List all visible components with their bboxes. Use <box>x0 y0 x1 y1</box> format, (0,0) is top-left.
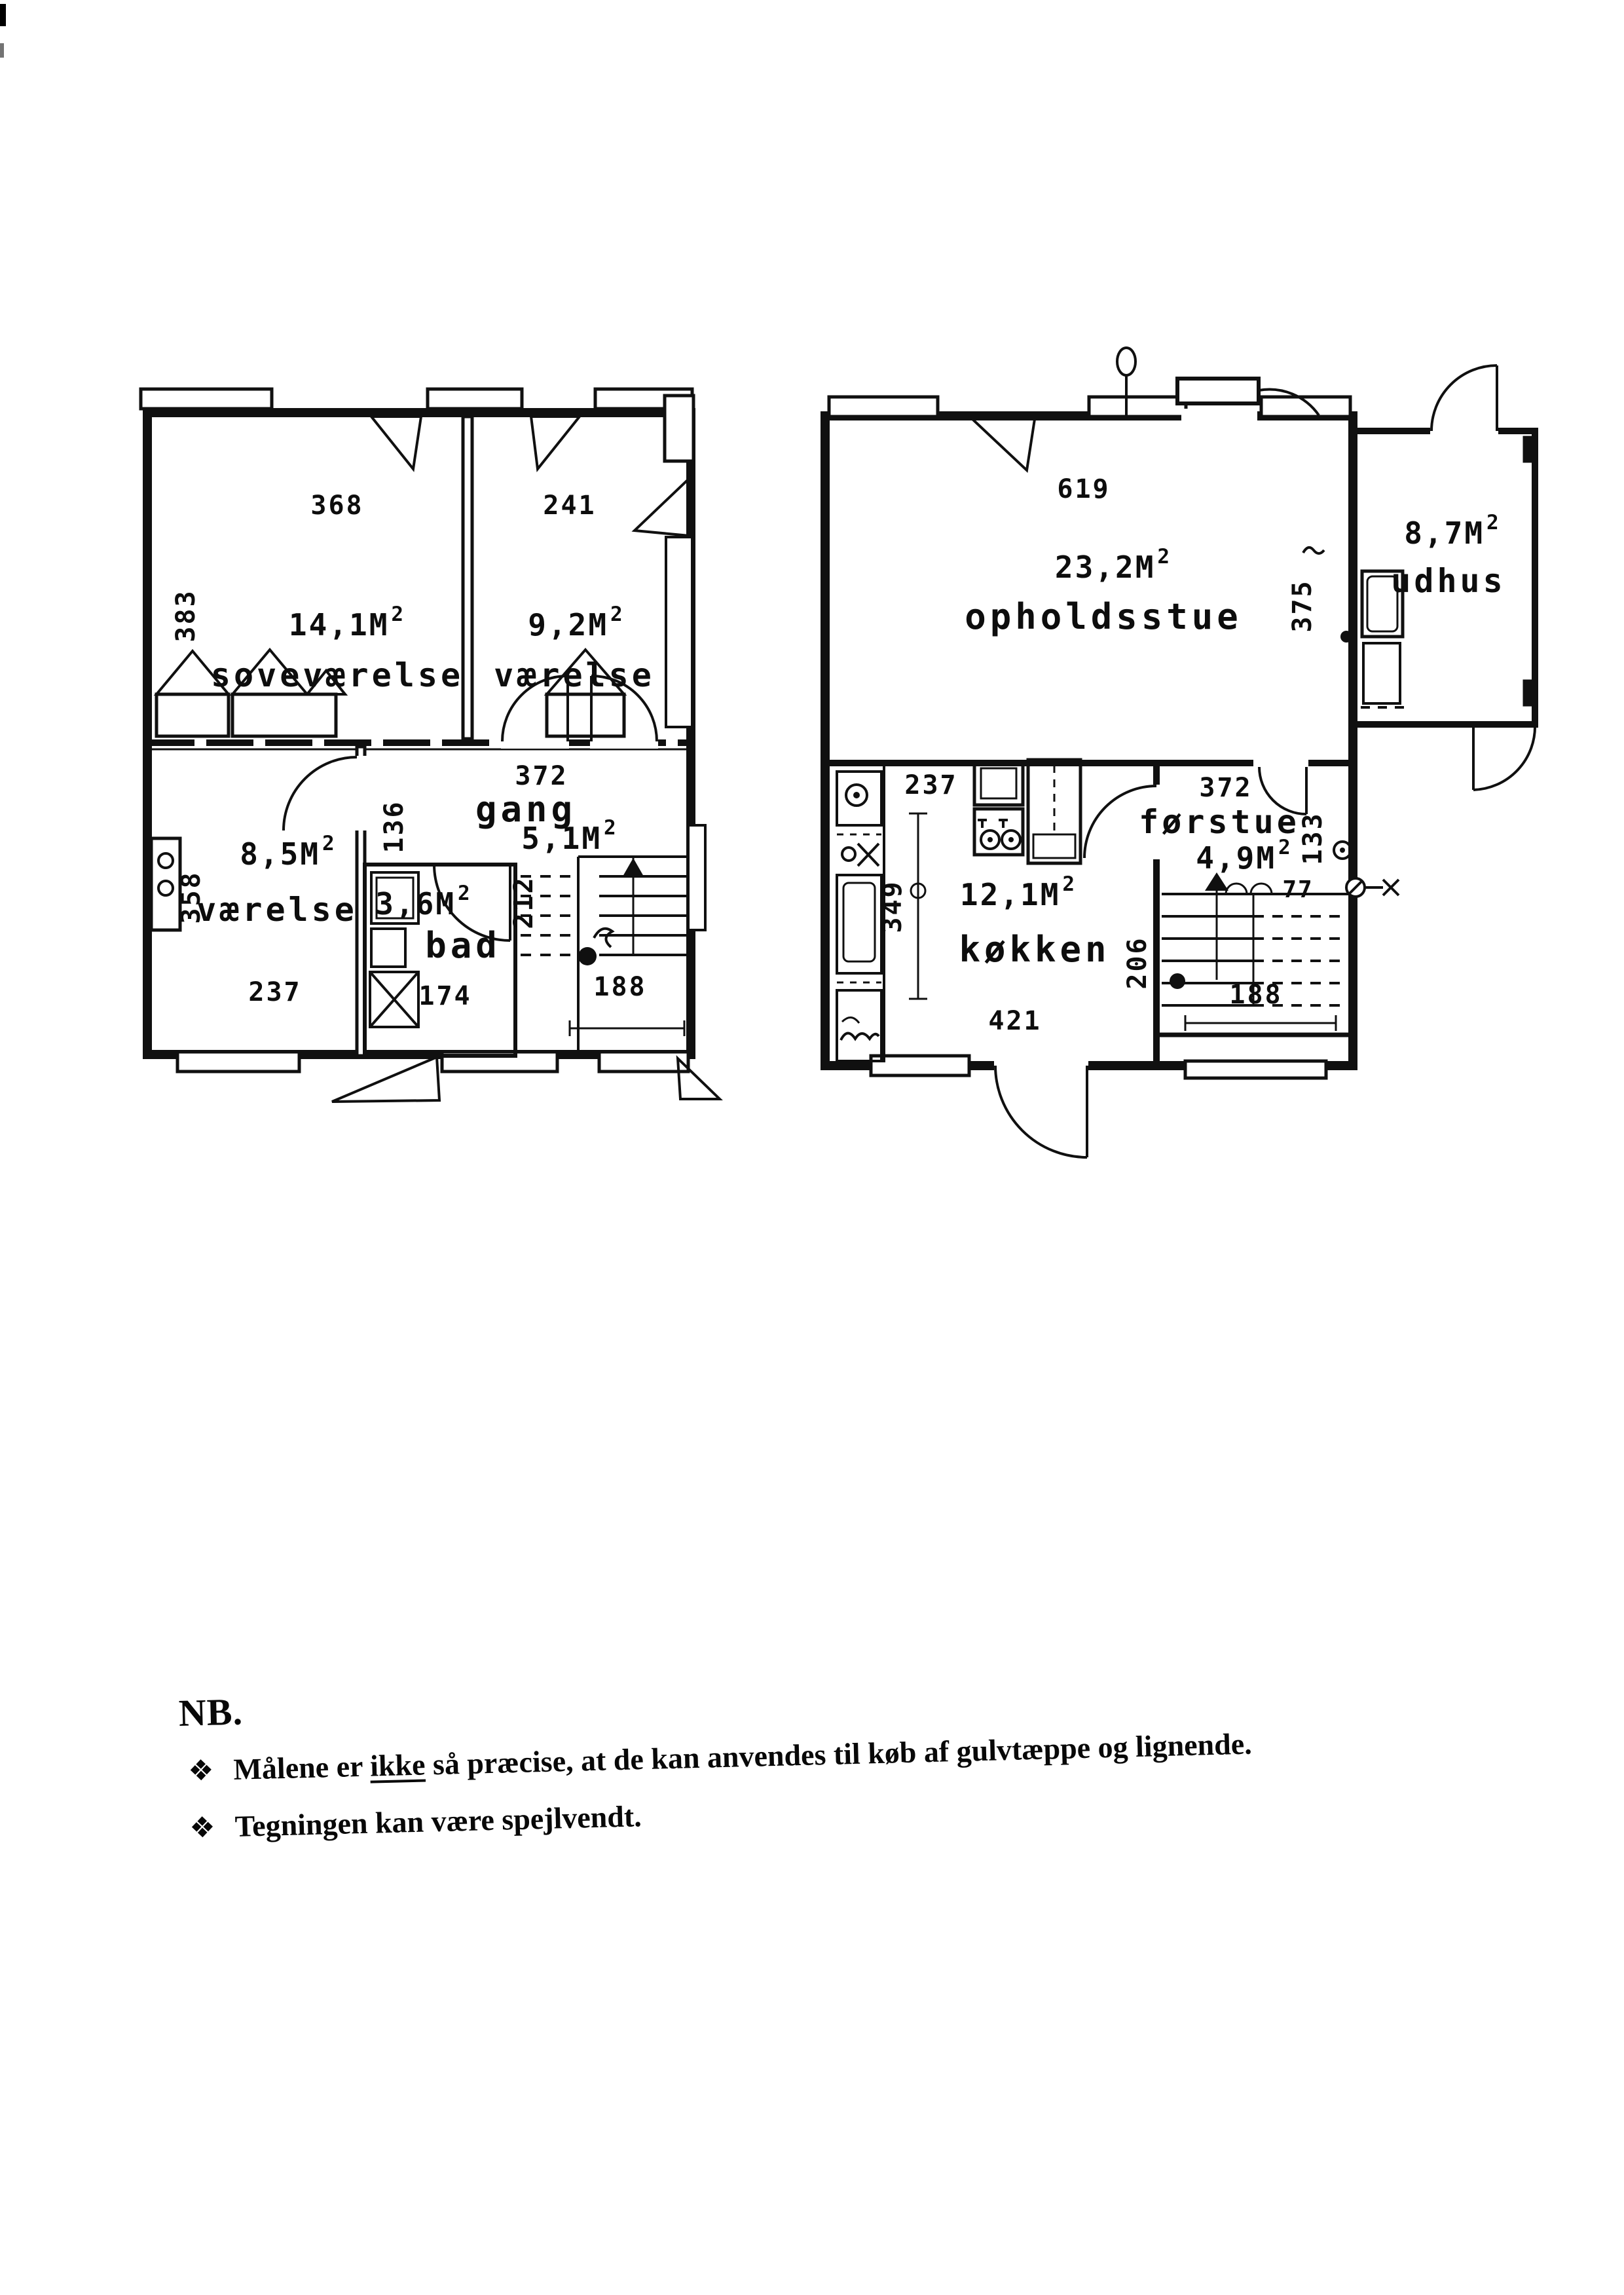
note-item-1 <box>179 1721 1477 1788</box>
dim-counter: 237 <box>904 770 958 800</box>
dim-opholdsstue-width: 619 <box>1057 474 1111 504</box>
note-item-2 <box>181 1778 1479 1845</box>
dim-gang-width: 372 <box>515 761 568 791</box>
dimension-line-349 <box>909 813 927 999</box>
room-label-sovevaerelse: soveværelse <box>210 656 464 694</box>
ground-plan-walls <box>825 416 1535 1066</box>
room-label-forstue: førstue <box>1139 803 1300 841</box>
dim-width-vaerelse-top: 241 <box>543 491 597 521</box>
upper-floor-plan <box>141 377 697 1110</box>
area-udhus: $8,7M^2$ <box>1404 511 1501 551</box>
upper-plan-labels <box>171 491 655 1011</box>
room-label-bad: bad <box>425 925 501 966</box>
room-label-vaerelse-top: værelse <box>494 656 655 694</box>
room-label-opholdsstue: opholdsstue <box>965 596 1242 637</box>
dim-stairs-width-ground: 188 <box>1229 980 1283 1010</box>
dim-bad-depth: 212 <box>509 876 539 929</box>
note-title: NB. <box>178 1690 244 1734</box>
area-gang: $5,1M^2$ <box>521 816 618 856</box>
area-koekken: $12,1M^2$ <box>959 872 1077 912</box>
area-vaerelse-lower: $8,5M^2$ <box>240 832 337 872</box>
dim-bad-width: 174 <box>418 981 472 1011</box>
room-label-gang: gang <box>475 789 577 830</box>
diamond-bullet-icon: ❖ <box>187 1753 215 1788</box>
dim-koekken-depth: 349 <box>877 880 908 933</box>
area-opholdsstue: $23,2M^2$ <box>1054 545 1172 585</box>
note-item-1-text <box>233 1726 1252 1787</box>
room-label-koekken: køkken <box>959 929 1111 970</box>
area-bad: $3,6M^2$ <box>375 882 472 922</box>
dim-door-width: 77 <box>1282 876 1314 903</box>
dim-koekken-width: 421 <box>988 1006 1042 1036</box>
note-item-2-text: Tegningen kan være spejlvendt. <box>234 1799 642 1843</box>
note-item-1-post: så præcise, at de kan anvendes til køb af gulvtæppe og lignende. <box>424 1726 1253 1782</box>
scan-artifact <box>0 43 4 58</box>
area-vaerelse-top: $9,2M^2$ <box>528 603 625 643</box>
note-item-1-pre: Målene er <box>232 1749 371 1786</box>
dim-height-left-lower: 358 <box>176 870 206 924</box>
diamond-bullet-icon: ❖ <box>189 1810 216 1845</box>
room-label-udhus: udhus <box>1391 562 1506 600</box>
ground-plan-labels <box>877 474 1506 1036</box>
ground-floor-plan <box>819 334 1545 1166</box>
dim-width-sovevaerelse: 368 <box>310 491 364 521</box>
area-forstue: $4,9M^2$ <box>1196 836 1293 876</box>
dim-gang-depth: 136 <box>379 800 409 853</box>
dim-stairs-width-upper: 188 <box>593 972 647 1002</box>
scan-artifact <box>0 4 6 26</box>
note-item-1-underlined: ikke <box>369 1747 426 1783</box>
area-sovevaerelse: $14,1M^2$ <box>288 603 406 643</box>
dim-stairs-depth: 206 <box>1122 936 1153 990</box>
dim-height-left-upper: 383 <box>171 589 201 643</box>
dim-room3-width: 237 <box>248 977 302 1007</box>
dim-forstue-depth: 133 <box>1298 812 1328 865</box>
upper-stairs <box>521 857 690 1054</box>
room-label-vaerelse-lower: værelse <box>196 891 358 929</box>
dim-opholdsstue-height: 375 <box>1287 579 1318 633</box>
note-block <box>178 1658 1478 1845</box>
dim-forstue-width: 372 <box>1199 773 1253 803</box>
